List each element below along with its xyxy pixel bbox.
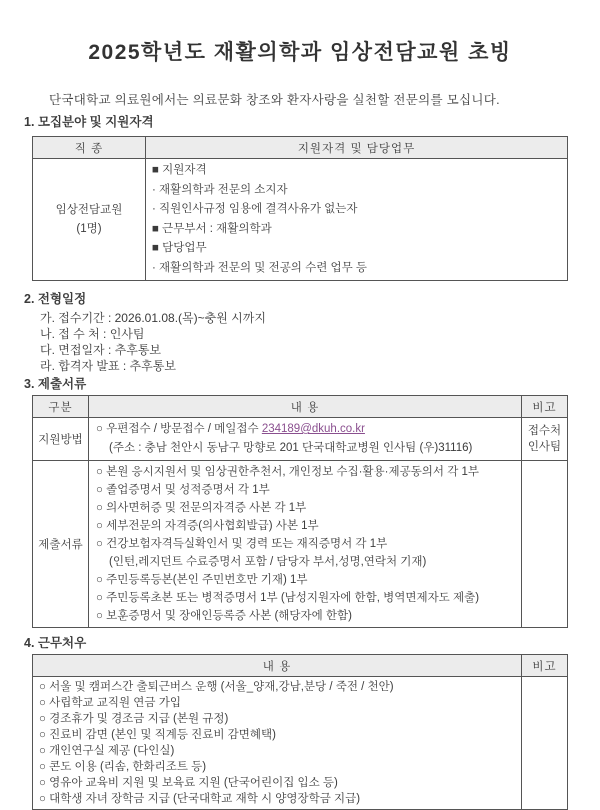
documents-table xyxy=(32,395,568,628)
qualifications-cell xyxy=(146,159,568,281)
schedule-item: 나. 접 수 처 : 인사팀 xyxy=(40,327,145,341)
section-4-heading: 4. 근무처우 xyxy=(24,636,87,650)
apply-method-line xyxy=(96,420,514,439)
qualification-line: · 직원인사규정 임용에 결격사유가 없는자 xyxy=(152,203,358,215)
apply-method-label: 지원방법 xyxy=(33,418,89,461)
benefits-table-header-row xyxy=(33,655,568,677)
benefits-row xyxy=(33,677,568,810)
document-item-continuation: (인턴,레지던트 수료증명서 포함 / 담당자 부서,성명,연락처 기재) xyxy=(109,556,427,568)
benefit-item: ○ 대학생 자녀 장학금 지급 (단국대학교 재학 시 양영장학금 지급) xyxy=(39,793,361,805)
qualification-line: · 재활의학과 전문의 소지자 xyxy=(152,183,288,196)
recruitment-table-header-row xyxy=(33,137,568,159)
section-3-heading: 3. 제출서류 xyxy=(24,377,87,391)
benefits-content xyxy=(33,677,522,810)
document-item: ○ 건강보험자격득실확인서 및 경력 또는 재직증명서 각 1부 xyxy=(96,538,388,550)
col-header-job-type: 직 종 xyxy=(33,137,146,159)
apply-note-cell xyxy=(522,418,568,461)
schedule-item: 라. 합격자 발표 : 추후통보 xyxy=(40,359,176,373)
col-header-qualifications: 지원자격 및 담당업무 xyxy=(146,137,568,159)
document-item: ○ 의사면허증 및 전문의자격증 사본 각 1부 xyxy=(96,502,307,514)
benefit-item: ○ 콘도 이용 (리솜, 한화리조트 등) xyxy=(39,761,207,773)
benefit-item: ○ 개인연구실 제공 (다인실) xyxy=(39,745,175,757)
intro-text: 단국대학교 의료원에서는 의료문화 창조와 환자사랑을 실천할 전문의를 모십니다. xyxy=(49,93,500,107)
col-header-content: 내 용 xyxy=(89,396,522,418)
recruitment-table xyxy=(32,136,568,281)
apply-method-row xyxy=(33,418,568,461)
col-header-category: 구분 xyxy=(33,396,89,418)
note-line: 인사팀 xyxy=(527,441,562,453)
documents-content xyxy=(89,461,522,628)
apply-method-content xyxy=(89,418,522,461)
apply-method-text: ○ 우편접수 / 방문접수 / 메일접수 xyxy=(96,423,262,435)
recruitment-table-row xyxy=(33,159,568,281)
col-header-note: 비고 xyxy=(522,396,568,418)
section-2-heading: 2. 전형일정 xyxy=(24,292,87,306)
documents-note-cell xyxy=(522,461,568,628)
benefits-table xyxy=(32,654,568,810)
qualification-line: ■ 근무부서 : 재활의학과 xyxy=(152,222,272,235)
document-item: ○ 보훈증명서 및 장애인등록증 사본 (해당자에 한함) xyxy=(96,610,352,622)
documents-table-header-row xyxy=(33,396,568,418)
apply-address-line: (주소 : 충남 천안시 동남구 망향로 201 단국대학교병원 인사팀 (우)31116) xyxy=(109,442,473,454)
document-item: ○ 주민등록등본(본인 주민번호만 기재) 1부 xyxy=(96,574,308,586)
email-link[interactable]: 234189@dkuh.co.kr xyxy=(261,423,365,435)
schedule-list xyxy=(32,310,568,374)
benefit-item: ○ 영유아 교육비 지원 및 보육료 지원 (단국어린이집 입소 등) xyxy=(39,777,338,789)
note-line: 접수처 xyxy=(527,425,562,437)
benefit-item: ○ 진료비 감면 (본인 및 직계등 진료비 감면혜택) xyxy=(39,729,276,741)
document-item: ○ 본원 응시지원서 및 임상권한추천서, 개인정보 수집·활용·제공동의서 각 1부 xyxy=(96,466,480,478)
job-title: 임상전담교원 xyxy=(55,203,123,216)
benefits-note-cell xyxy=(522,677,568,810)
qualification-line: · 재활의학과 전문의 및 전공의 수련 업무 등 xyxy=(152,261,368,274)
document-item: ○ 졸업증명서 및 성적증명서 각 1부 xyxy=(96,484,270,496)
job-cell xyxy=(33,159,146,281)
benefit-item: ○ 서울 및 캠퍼스간 출퇴근버스 운행 (서울_양재,강남,분당 / 죽전 / 천안) xyxy=(39,681,394,693)
documents-row xyxy=(33,461,568,628)
col-header-note: 비고 xyxy=(522,655,568,677)
page-title: 2025학년도 재활의학과 임상전담교원 초빙 xyxy=(88,41,512,64)
document-item: ○ 주민등록초본 또는 병적증명서 1부 (남성지원자에 한함, 병역면제자도 제출) xyxy=(96,592,480,604)
benefit-item: ○ 사립학교 교직원 연금 가입 xyxy=(39,697,181,709)
schedule-item: 다. 면접일자 : 추후통보 xyxy=(40,343,161,357)
benefit-item: ○ 경조휴가 및 경조금 지급 (본원 규정) xyxy=(39,713,229,725)
qualification-line: ■ 지원자격 xyxy=(152,164,207,176)
job-headcount: (1명) xyxy=(76,222,102,235)
qualification-line: ■ 담당업무 xyxy=(152,242,207,254)
documents-label: 제출서류 xyxy=(33,461,89,628)
document-item: ○ 세부전문의 자격증(의사협회발급) 사본 1부 xyxy=(96,520,319,532)
schedule-item: 가. 접수기간 : 2026.01.08.(목)~충원 시까지 xyxy=(40,311,266,325)
col-header-content: 내 용 xyxy=(33,655,522,677)
section-1-heading: 1. 모집분야 및 지원자격 xyxy=(24,115,154,129)
